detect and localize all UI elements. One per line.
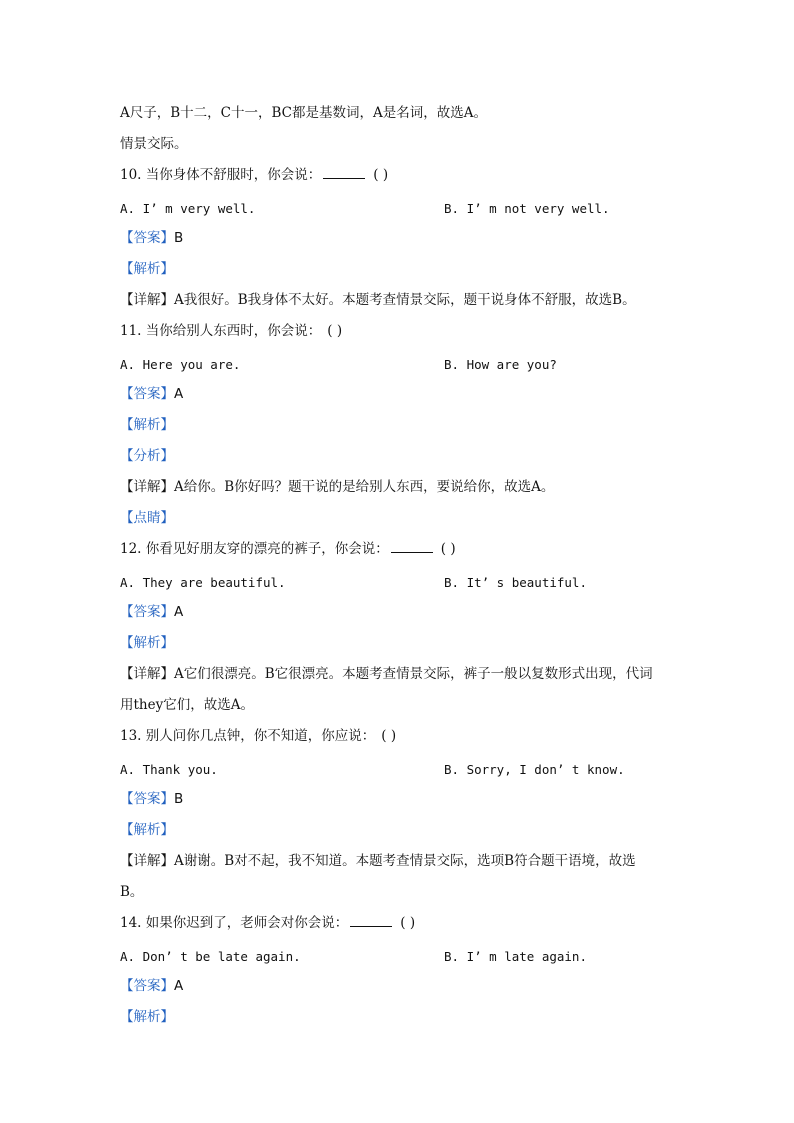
question-10-option-b: B. I’ m not very well. — [444, 201, 610, 216]
question-12-option-b: B. It’ s beautiful. — [444, 575, 587, 590]
section-tag: 【答案】 — [120, 230, 174, 246]
question-10-stem — [120, 165, 388, 185]
question-10-analysis — [120, 259, 174, 279]
question-12-option-a: A. They are beautiful. — [120, 575, 286, 590]
section-tag: 【答案】 — [120, 978, 174, 994]
answer-paren: ( ) — [440, 541, 456, 557]
question-11-stem — [120, 321, 342, 341]
question-11-option-b: B. How are you? — [444, 357, 557, 372]
question-14-analysis — [120, 1007, 174, 1027]
answer-blank — [391, 540, 433, 553]
section-tag: 【解析】 — [120, 635, 174, 651]
answer-paren: ( ) — [373, 167, 389, 183]
answer-blank — [323, 166, 365, 179]
section-tag: 【解析】 — [120, 417, 174, 433]
question-13-option-b: B. Sorry, I don’ t know. — [444, 762, 625, 777]
question-13-answer: 【答案】B — [120, 791, 184, 807]
section-tag: 【答案】 — [120, 386, 174, 402]
section-tag: 【解析】 — [120, 822, 174, 838]
question-14-option-a: A. Don’ t be late again. — [120, 949, 301, 964]
question-stem-text: 14. 如果你迟到了，老师会对你会说： — [120, 915, 349, 931]
section-tag: 【答案】 — [120, 604, 174, 620]
question-10-detail: 【详解】A我很好。B我身体不太好。本题考查情景交际，题干说身体不舒服，故选B。 — [120, 292, 636, 308]
question-12-detail-line-2: 用they它们，故选A。 — [120, 697, 254, 713]
question-13-stem — [120, 726, 396, 746]
question-14-answer: 【答案】A — [120, 978, 184, 994]
question-11-fenxi — [120, 446, 174, 466]
question-stem-text: 12. 你看见好朋友穿的漂亮的裤子，你会说： — [120, 541, 389, 557]
topic-line: 情景交际。 — [120, 136, 188, 152]
question-stem-text: 10. 当你身体不舒服时，你会说： — [120, 167, 322, 183]
answer-blank — [350, 914, 392, 927]
answer-paren: ( ) — [381, 728, 397, 744]
question-13-detail-line-1: 【详解】A谢谢。B对不起，我不知道。本题考查情景交际，选项B符合题干语境，故选 — [120, 853, 636, 869]
question-11-answer: 【答案】A — [120, 386, 184, 402]
question-11-dianjing — [120, 508, 174, 528]
intro-line: A尺子，B十二，C十一，BC都是基数词，A是名词，故选A。 — [120, 105, 487, 121]
question-12-answer: 【答案】A — [120, 604, 184, 620]
section-tag: 【解析】 — [120, 1009, 174, 1025]
question-13-option-a: A. Thank you. — [120, 762, 218, 777]
section-tag: 【答案】 — [120, 791, 174, 807]
question-12-detail-line-1: 【详解】A它们很漂亮。B它很漂亮。本题考查情景交际，裤子一般以复数形式出现，代词 — [120, 666, 653, 682]
question-13-analysis — [120, 820, 174, 840]
question-11-option-a: A. Here you are. — [120, 357, 241, 372]
question-14-option-b: B. I’ m late again. — [444, 949, 587, 964]
answer-paren: ( ) — [327, 323, 343, 339]
section-tag: 【点睛】 — [120, 510, 174, 526]
section-tag: 【解析】 — [120, 261, 174, 277]
question-10-answer: 【答案】B — [120, 230, 184, 246]
question-11-detail: 【详解】A给你。B你好吗？题干说的是给别人东西，要说给你，故选A。 — [120, 479, 555, 495]
section-tag: 【分析】 — [120, 448, 174, 464]
question-stem-text: 11. 当你给别人东西时，你会说： — [120, 323, 322, 339]
question-14-stem — [120, 913, 415, 933]
question-12-analysis — [120, 633, 174, 653]
question-11-analysis — [120, 415, 174, 435]
question-13-detail-line-2: B。 — [120, 884, 144, 900]
question-10-option-a: A. I’ m very well. — [120, 201, 256, 216]
question-stem-text: 13. 别人问你几点钟，你不知道，你应说： — [120, 728, 376, 744]
answer-paren: ( ) — [400, 915, 416, 931]
question-12-stem — [120, 539, 456, 559]
